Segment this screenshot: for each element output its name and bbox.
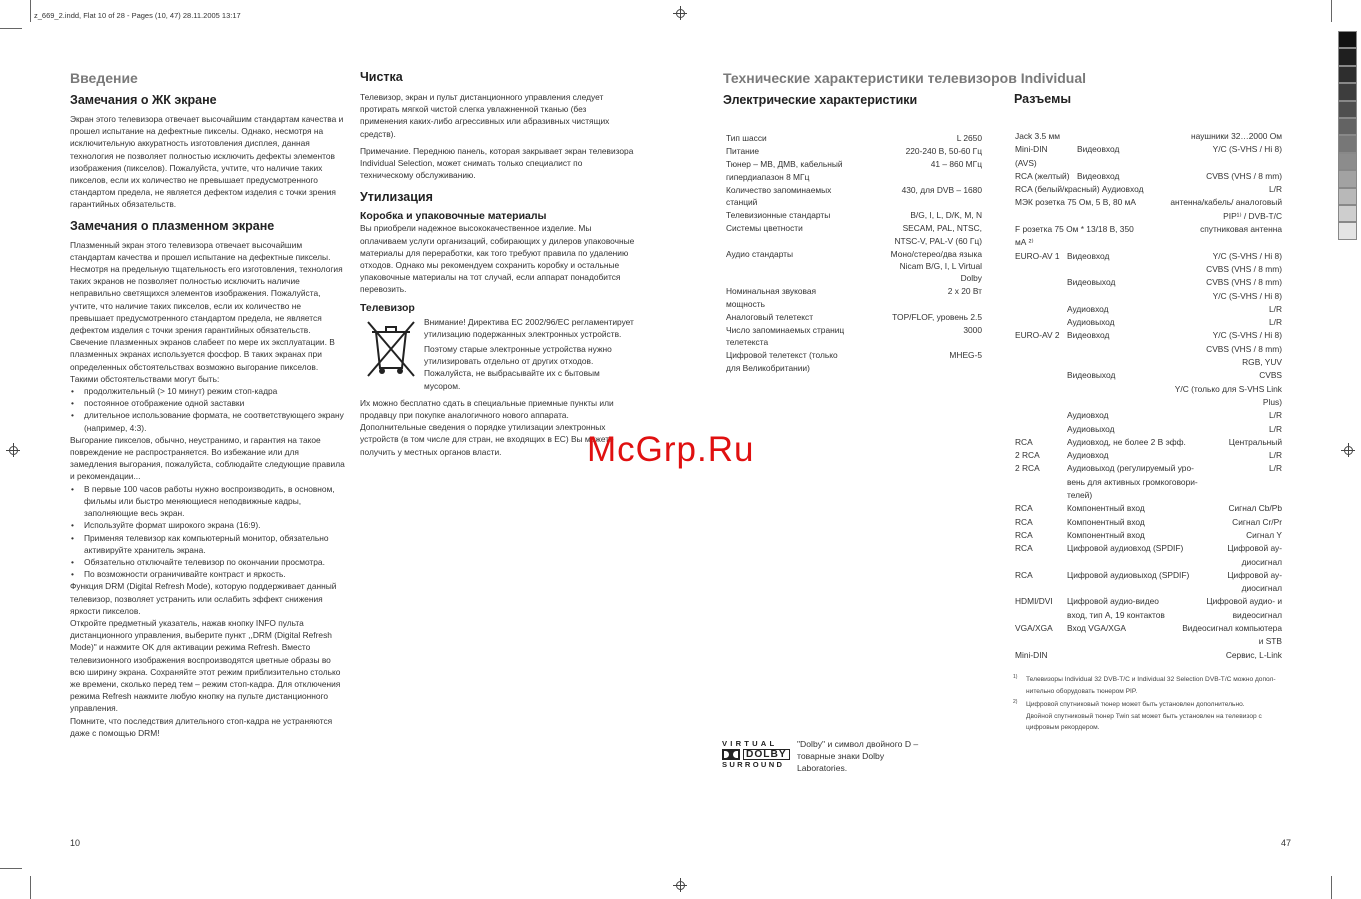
- connector-signal: L/R: [1268, 184, 1282, 195]
- connector-name: 2 RCA: [1015, 463, 1040, 474]
- spec-label: Питание: [726, 146, 760, 157]
- middle-column: [360, 70, 636, 458]
- connector-name: мА ²⁾: [1015, 237, 1034, 248]
- table-row: [1015, 436, 1282, 449]
- table-row: [726, 222, 982, 246]
- table-row: [1015, 569, 1282, 582]
- spec-value: 2 x 20 Вт: [947, 286, 982, 297]
- plasma-paragraph: Выгорание пикселов, обычно, неустранимо, и гарантия на такое повреждение не распространяется. Во избежание или для замедления выгорания, пожалуйста, соблюдайте следующие правила и рекомендации...: [70, 434, 345, 482]
- table-row: [1015, 582, 1282, 595]
- table-row: [1015, 635, 1282, 648]
- connector-function: Видеовход: [1077, 144, 1120, 155]
- spec-label: Число запоминаемых страниц телетекста: [726, 325, 845, 348]
- table-row: [1015, 196, 1282, 209]
- connector-signal: Y/C (S-VHS / Hi 8): [1212, 250, 1282, 261]
- connector-signal: Y/C (S-VHS / Hi 8): [1212, 330, 1282, 341]
- cleaning-note: Примечание. Переднюю панель, которая закрывает экран телевизора Individual Selection, может снимать только специалист по техническому обслуживанию.: [360, 145, 634, 181]
- color-swatch: [1338, 118, 1357, 135]
- left-column: [70, 70, 346, 739]
- connector-signal: CVBS: [1259, 370, 1282, 381]
- table-row: [1015, 529, 1282, 542]
- table-row: [1015, 542, 1282, 555]
- footnote-mark: 1): [1013, 674, 1018, 680]
- color-swatch: [1338, 83, 1357, 100]
- intro-title: Введение: [70, 70, 138, 86]
- color-swatch: [1338, 153, 1357, 170]
- table-row: [1015, 250, 1282, 263]
- list-item: • Используйте формат широкого экрана (16:9).: [84, 519, 346, 531]
- color-swatch: [1338, 205, 1357, 222]
- connector-function: Аудиовход: [1067, 410, 1109, 421]
- plasma-title: Замечания о плазменном экране: [70, 218, 275, 233]
- spec-value: TOP/FLOF, уровень 2.5: [892, 311, 982, 322]
- connector-name: 2 RCA: [1015, 450, 1040, 461]
- plasma-paragraph: Помните, что последствия длительного стоп-кадра не устраняются даже с помощью DRM!: [70, 715, 333, 738]
- table-row: [1015, 343, 1282, 356]
- table-row: [1015, 210, 1282, 223]
- connector-signal: Y/C (S-VHS / Hi 8): [1212, 290, 1282, 301]
- connector-function: Компонентный вход: [1067, 516, 1145, 527]
- table-row: [726, 248, 982, 285]
- table-row: [1015, 183, 1282, 196]
- plasma-paragraph: Свечение плазменных экранов слабеет по мере их эксплуатации. В плазменных экранах используется фосфор. В таких экранах при определенных обстоятельствах возможно выгорание пикселов. Такими обстоятельствами могут быть:: [70, 337, 335, 384]
- spec-value: B/G, I, L, D/K, M, N: [910, 210, 982, 221]
- table-row: [1015, 383, 1282, 396]
- tv-disposal-text: Внимание! Директива ЕС 2002/96/ЕС регламентирует утилизацию подержанных электронных устройств.: [424, 316, 634, 339]
- spec-label: Количество запоминаемых станций: [726, 184, 832, 208]
- table-row: [1015, 303, 1282, 316]
- color-swatch: [1338, 188, 1357, 205]
- connector-signal: Центральный: [1228, 436, 1282, 447]
- list-item: • длительное использование формата, не соответствующего экрану (например, 4:3).: [84, 409, 346, 433]
- table-row: [1015, 276, 1282, 289]
- spec-label: Аудио стандарты: [726, 248, 794, 259]
- connector-function: Компонентный вход: [1067, 503, 1145, 514]
- table-row: [1015, 595, 1282, 608]
- connector-name: RCA: [1015, 436, 1033, 447]
- connector-function: Цифровой аудиовход (SPDIF): [1067, 543, 1184, 554]
- footnote-line: Двойной спутниковый тюнер Twin sat может быть установлен на телевизор с: [1026, 712, 1262, 720]
- table-row: [1015, 236, 1282, 249]
- table-row: [726, 184, 982, 208]
- connector-signal: L/R: [1268, 317, 1282, 328]
- footnote: [1013, 699, 1303, 734]
- connector-signal: Сигнал Cr/Pr: [1232, 516, 1282, 527]
- connector-name: EURO-AV 2: [1015, 330, 1060, 341]
- table-row: [1015, 449, 1282, 462]
- connector-function: Аудиовход: [1067, 450, 1109, 461]
- connector-name: F розетка 75 Ом * 13/18 В, 350: [1015, 224, 1134, 235]
- table-row: [1015, 649, 1282, 662]
- double-d-icon: [722, 749, 740, 760]
- table-row: [1015, 157, 1282, 170]
- spec-value: SECAM, PAL, NTSC, NTSC-V, PAL-V (60 Гц): [894, 223, 982, 246]
- connector-name: EURO-AV 1: [1015, 250, 1060, 261]
- spec-value: MHEG-5: [949, 350, 982, 361]
- connector-function: Видеовход: [1067, 250, 1110, 261]
- connector-function: Видеовыход: [1067, 277, 1116, 288]
- connector-signal: наушники 32…2000 Ом: [1191, 131, 1282, 141]
- footnote-line: Телевизоры Individual 32 DVB-T/C и Individual 32 Selection DVB-T/C можно допол-: [1026, 676, 1276, 683]
- connector-function: Цифровой аудиовыход (SPDIF): [1067, 569, 1190, 580]
- connectors-title: Разъемы: [1014, 92, 1072, 106]
- table-row: [1015, 396, 1282, 409]
- table-row: [1015, 170, 1282, 183]
- table-row: [726, 285, 982, 309]
- dolby-virtual-surround-logo: VIRTUAL DOLBY SURROUND: [722, 739, 790, 770]
- list-item: • Применяя телевизор как компьютерный монитор, обязательно активируйте хранитель экрана.: [84, 532, 346, 556]
- table-row: [1015, 316, 1282, 329]
- spec-label: Аналоговый телетекст: [726, 311, 814, 322]
- footnote-line: цифровым рекордером.: [1026, 724, 1100, 732]
- crossed-bin-icon: [362, 318, 420, 380]
- lcd-text: Экран этого телевизора отвечает высочайшим стандартам качества и прошел испытание на дефектные пикселы. Однако, несмотря на исключительную аккуратность изготовления дисплея, данная технология не позволяет полностью исключить дефекты элементов изображения (пикселов). Пожалуйста, учтите, что наличие таких пикселов, если их количество не превышает предусмотренного стандартом предела, не является дефектом изделия с точки зрения гарантийных обязательств.: [70, 114, 344, 210]
- crop-mark: [1331, 876, 1332, 899]
- table-row: [726, 145, 982, 157]
- plasma-paragraph: Откройте предметный указатель, нажав кнопку INFO пульта дистанционного управления, выберите пункт ,,DRM (Digital Refresh Mode)" и нажмите OK для активации режима Refresh. Вместо телевизионного изображения воспроизводятся цветные образы во всю ширину экрана. Сохраняйте этот режим приблизительно столько же времени, сколько перед тем – режим стоп-кадра. Для отключения режима Refresh нажмите любую кнопку на пульте дистанционного управления.: [70, 617, 341, 714]
- table-row: [1015, 476, 1282, 489]
- rules-list: [70, 483, 346, 581]
- list-item: • Обязательно отключайте телевизор по окончании просмотра.: [84, 556, 346, 568]
- connector-signal: L/R: [1268, 303, 1282, 314]
- connector-function: Аудиовыход: [1067, 423, 1115, 434]
- table-row: [1015, 223, 1282, 236]
- table-row: [1015, 556, 1282, 569]
- connector-signal: диосигнал: [1241, 556, 1282, 567]
- spec-value: Моно/стерео/два языка Nicam B/G, I, L Virtual Dolby: [890, 248, 982, 284]
- registration-mark-icon: [1341, 443, 1355, 457]
- connector-name: RCA: [1015, 503, 1033, 514]
- connector-signal: антенна/кабель/ аналоговый: [1170, 197, 1282, 208]
- connector-signal: L/R: [1268, 410, 1282, 421]
- table-row: [726, 132, 982, 144]
- table-row: [1015, 130, 1282, 143]
- table-row: [1015, 502, 1282, 515]
- connector-name: МЭК розетка 75 Ом, 5 В, 80 мА: [1015, 197, 1136, 208]
- plasma-paragraph: Функция DRM (Digital Refresh Mode), которую поддерживает данный телевизор, позволяет устранить или ослабить эффект снижения яркости пикселов.: [70, 581, 337, 616]
- crop-mark: [0, 868, 22, 869]
- spec-value: 430, для DVB – 1680: [901, 184, 982, 195]
- connector-signal: CVBS (VHS / 8 mm): [1206, 343, 1282, 354]
- table-row: [1015, 369, 1282, 382]
- list-item: • продолжительный (> 10 минут) режим стоп-кадра: [84, 385, 346, 397]
- connector-signal: Цифровой ау-: [1227, 543, 1282, 554]
- connectors-table: [1015, 130, 1282, 662]
- footnote-mark: 2): [1013, 699, 1018, 706]
- connector-name: RCA: [1015, 529, 1033, 540]
- connector-function: Аудиовыход: [1067, 317, 1115, 328]
- connector-name: HDMI/DVI: [1015, 596, 1053, 607]
- spec-label: Системы цветности: [726, 223, 803, 234]
- connector-signal: RGB, YUV: [1242, 357, 1282, 368]
- color-swatch: [1338, 48, 1357, 65]
- connector-signal: Plus): [1262, 396, 1282, 407]
- table-row: [1015, 609, 1282, 622]
- page-number-left: 10: [70, 838, 81, 848]
- connector-function: вход, тип A, 19 контактов: [1067, 609, 1165, 620]
- table-row: [1015, 462, 1282, 475]
- packaging-title: Коробка и упаковочные материалы: [360, 210, 547, 223]
- page-number-right: 47: [1281, 838, 1292, 848]
- spec-label: Номинальная звуковая мощность: [726, 286, 817, 309]
- table-row: [1015, 622, 1282, 635]
- spec-value: L 2650: [956, 133, 982, 143]
- spec-label: Тип шасси: [726, 133, 767, 143]
- crop-mark: [1331, 0, 1332, 22]
- table-row: [1015, 409, 1282, 422]
- table-row: [1015, 356, 1282, 369]
- connector-function: Аудиовход: [1067, 303, 1109, 314]
- list-item: • По возможности ограничивайте контраст и яркость.: [84, 568, 346, 580]
- table-row: [726, 324, 982, 348]
- connector-signal: Цифровой аудио- и: [1206, 596, 1282, 607]
- table-row: [1015, 290, 1282, 303]
- connector-signal: Y/C (только для S-VHS Link: [1174, 383, 1282, 394]
- connector-function: Вход VGA/XGA: [1067, 622, 1126, 633]
- electrical-specs-table: [726, 132, 982, 375]
- connector-function: Видеовыход: [1067, 370, 1116, 381]
- crop-mark: [30, 876, 31, 899]
- table-row: [1015, 263, 1282, 276]
- color-swatch: [1338, 170, 1357, 187]
- spec-value: 220-240 В, 50-60 Гц: [905, 146, 982, 157]
- specs-main-title: Технические характеристики телевизоров Individual: [723, 70, 1087, 86]
- table-row: [1015, 329, 1282, 342]
- color-swatch: [1338, 222, 1357, 239]
- packaging-text: Вы приобрели надежное высококачественное изделие. Мы оплачиваем услуги организаций, собирающих у дилеров упаковочные материалы для переработки, как того требуют правила по удалению отходов. Однако мы рекомендуем сохранить коробку и остальные упаковочные материалы на тот случай, если аппарат понадобится перевозить.: [360, 223, 635, 295]
- spec-value: 41 – 860 МГц: [930, 159, 982, 170]
- lcd-title: Замечания о ЖК экране: [70, 93, 217, 107]
- connector-signal: диосигнал: [1241, 583, 1282, 594]
- footnote-line: Цифровой спутниковый тюнер может быть установлен дополнительно.: [1026, 701, 1245, 709]
- tv-disposal-title: Телевизор: [360, 301, 415, 314]
- connector-signal: видеосигнал: [1232, 609, 1282, 620]
- connector-name: RCA (белый/красный) Аудиовход: [1015, 184, 1144, 195]
- color-swatch: [1338, 31, 1357, 48]
- burn-conditions-list: [70, 385, 346, 434]
- connector-function: Аудиовыход (регулируемый уро-: [1067, 463, 1194, 474]
- footnotes: [1013, 674, 1303, 736]
- connector-name: RCA (желтый): [1015, 170, 1070, 181]
- connector-signal: CVBS (VHS / 8 mm): [1206, 277, 1282, 288]
- color-calibration-bar: [1338, 31, 1357, 240]
- connector-signal: PIP¹⁾ / DVB-T/C: [1223, 210, 1282, 221]
- connector-name: Jack 3.5 мм: [1015, 131, 1061, 141]
- footnote-line: нительно оборудовать тюнером PIP.: [1026, 687, 1138, 695]
- connector-signal: Цифровой ау-: [1227, 569, 1282, 580]
- connector-signal: L/R: [1268, 463, 1282, 474]
- connector-name: RCA: [1015, 516, 1033, 527]
- spec-label: Цифровой телетекст (только для Великобритании): [726, 350, 838, 373]
- tv-disposal-text: Их можно бесплатно сдать в специальные приемные пункты или продавцу при покупке аналогичного нового аппарата. Дополнительные сведения о порядке утилизации электронных устройств (в том числе для стран, не входящих в ЕС) Вы можете получить у местных органов власти.: [360, 397, 614, 457]
- table-row: [726, 158, 982, 182]
- connector-signal: Сигнал Cb/Pb: [1228, 503, 1282, 514]
- registration-mark-icon: [673, 6, 687, 20]
- connector-signal: L/R: [1268, 450, 1282, 461]
- connector-name: VGA/XGA: [1015, 622, 1053, 633]
- tv-disposal-text: Поэтому старые электронные устройства нужно утилизировать отдельно от других отходов. Пожалуйста, не выбрасывайте их с бытовым мусором.: [424, 344, 612, 391]
- connector-function: Аудиовход, не более 2 В эфф.: [1067, 436, 1186, 447]
- spec-value: 3000: [963, 325, 982, 336]
- connector-signal: CVBS (VHS / 8 mm): [1206, 170, 1282, 181]
- connector-name: RCA: [1015, 543, 1033, 554]
- plasma-paragraph: Плазменный экран этого телевизора отвечает высочайшим стандартам качества и прошел испытание на дефектные пикселы. Несмотря на предельную тщательность его изготовления, технология таких экранов не позволяет полностью исключить наличие неправильно светящихся элементов изображения. Пожалуйста, учтите, что наличие таких пикселов, если их количество не превышает предусмотренного стандартом предела, не является дефектом изделия с точки зрения гарантийных обязательств.: [70, 239, 343, 336]
- electrical-title: Электрические характеристики: [723, 93, 918, 107]
- registration-mark-icon: [673, 878, 687, 892]
- crop-mark: [30, 0, 31, 22]
- connector-name: Mini-DIN: [1015, 649, 1048, 660]
- registration-mark-icon: [6, 443, 20, 457]
- connector-function: телей): [1067, 490, 1093, 501]
- dolby-trademark-note: "Dolby" и символ двойного D – товарные знаки Dolby Laboratories.: [797, 739, 919, 774]
- table-row: [726, 209, 982, 221]
- watermark: McGrp.Ru: [587, 430, 755, 469]
- connector-signal: L/R: [1268, 423, 1282, 434]
- connector-signal: Видеосигнал компьютера: [1182, 622, 1282, 633]
- connector-function: Видеовход: [1067, 330, 1110, 341]
- cleaning-text: Телевизор, экран и пульт дистанционного управления следует протирать мягкой чистой слегка увлажненной тканью (без применения каких-либо агрессивных или абразивных чистящих средств).: [360, 92, 610, 139]
- list-item: • В первые 100 часов работы нужно воспроизводить, в основном, фильмы или быстро меняющиеся неподвижные кадры, заполняющие весь экран.: [84, 483, 346, 520]
- spec-label: Тюнер – МВ, ДМВ, кабельный гипердиапазон 8 МГц: [726, 159, 843, 182]
- list-item: • постоянное отображение одной заставки: [84, 397, 346, 409]
- connector-name: (AVS): [1015, 157, 1037, 168]
- connector-signal: и STB: [1258, 636, 1282, 647]
- table-row: [1015, 143, 1282, 156]
- disposal-title: Утилизация: [360, 190, 433, 205]
- table-row: [1015, 423, 1282, 436]
- color-swatch: [1338, 66, 1357, 83]
- connector-signal: CVBS (VHS / 8 mm): [1206, 263, 1282, 274]
- table-row: [1015, 516, 1282, 529]
- connector-name: RCA: [1015, 569, 1033, 580]
- connector-function: Цифровой аудио-видео: [1067, 596, 1159, 607]
- table-row: [1015, 489, 1282, 502]
- crop-mark: [0, 28, 22, 29]
- connector-signal: спутниковая антенна: [1200, 224, 1282, 235]
- color-swatch: [1338, 101, 1357, 118]
- connector-signal: Сервис, L-Link: [1225, 649, 1282, 660]
- connector-function: вень для активных громкоговори-: [1067, 476, 1198, 487]
- table-row: [726, 311, 982, 323]
- table-row: [726, 349, 982, 373]
- footnote: [1013, 674, 1303, 697]
- spec-label: Телевизионные стандарты: [726, 210, 831, 221]
- connector-function: Видеовход: [1077, 170, 1120, 181]
- color-swatch: [1338, 135, 1357, 152]
- connector-name: Mini-DIN: [1015, 144, 1048, 155]
- cleaning-title: Чистка: [360, 70, 403, 84]
- print-slug: z_669_2.indd, Flat 10 of 28 - Pages (10, 47) 28.11.2005 13:17: [34, 11, 241, 20]
- connector-function: Компонентный вход: [1067, 529, 1145, 540]
- connector-signal: Сигнал Y: [1246, 529, 1282, 540]
- connector-signal: Y/C (S-VHS / Hi 8): [1212, 144, 1282, 155]
